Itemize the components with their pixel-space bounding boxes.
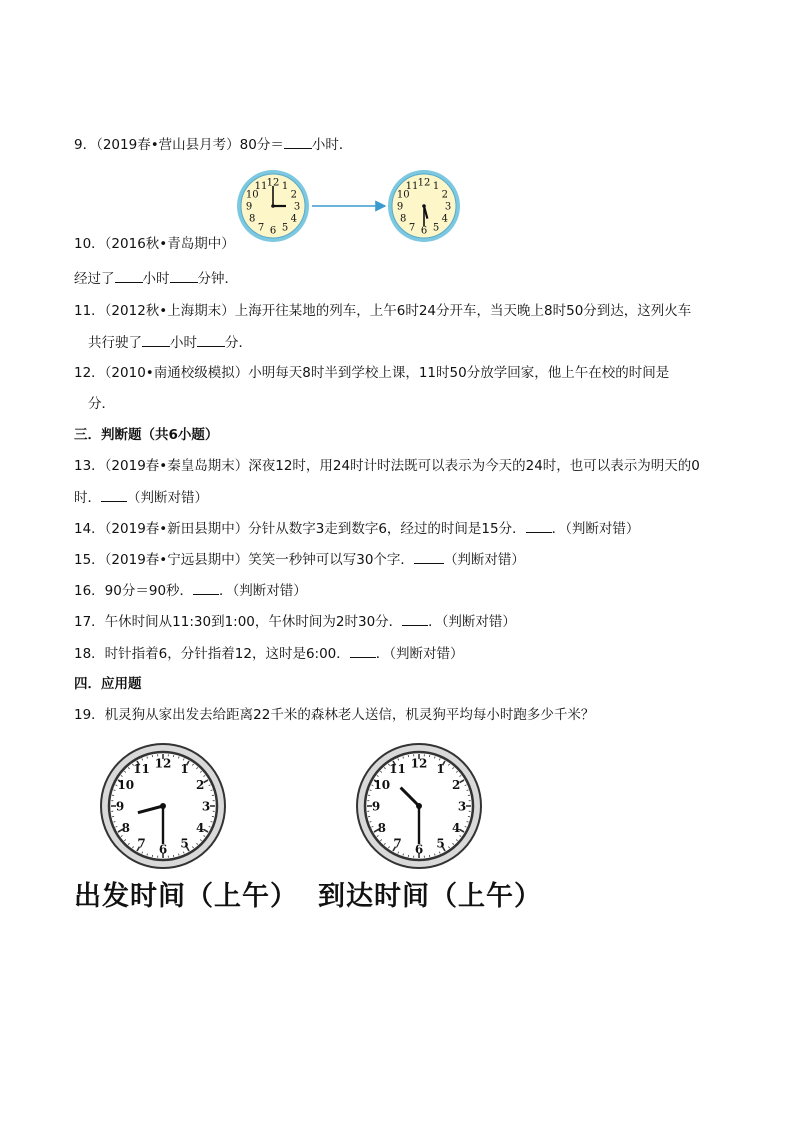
section-4-heading: 四．应用题 xyxy=(74,676,142,692)
clock-number-4: 4 xyxy=(290,213,297,225)
q17-blank[interactable] xyxy=(402,611,428,626)
q10-blank-minutes[interactable] xyxy=(170,268,198,283)
clock-number-11: 11 xyxy=(254,180,268,192)
clock-number-6: 6 xyxy=(158,842,168,857)
q14-suffix: ．（判断对错） xyxy=(551,521,640,537)
q16-line xyxy=(74,580,307,601)
caption-arrival: 到达时间（上午） xyxy=(318,881,542,912)
q17-line xyxy=(74,611,516,632)
q10-blank-hours[interactable] xyxy=(115,268,143,283)
clock-number-7: 7 xyxy=(393,836,402,851)
q19-clock-arrival xyxy=(357,744,481,868)
q10-unit-minutes: 分钟． xyxy=(197,271,238,287)
clock-number-10: 10 xyxy=(373,777,391,792)
clock-center xyxy=(416,803,422,809)
q12-line2: 分． xyxy=(88,396,115,412)
clock-number-4: 4 xyxy=(196,820,205,835)
clock-center xyxy=(271,204,275,208)
clock-number-10: 10 xyxy=(117,777,135,792)
clock-center xyxy=(160,803,166,809)
q15-text: 15．（2019春•宁远县期中）笑笑一秒钟可以写30个字． xyxy=(74,552,414,568)
q15-blank[interactable] xyxy=(414,549,444,564)
clock-number-7: 7 xyxy=(137,836,146,851)
clock-number-10: 10 xyxy=(396,189,410,201)
clock-number-1: 1 xyxy=(432,180,440,192)
q11-unit-minutes: 分． xyxy=(225,335,252,351)
clock-number-1: 1 xyxy=(436,762,445,777)
q15-suffix: （判断对错） xyxy=(443,552,525,568)
clock-number-4: 4 xyxy=(452,820,461,835)
q10-unit-hours: 小时 xyxy=(142,271,170,287)
clock-number-8: 8 xyxy=(400,213,407,225)
q13-suffix: （判断对错） xyxy=(127,490,208,506)
clock-number-9: 9 xyxy=(396,201,404,213)
clock-number-3: 3 xyxy=(457,799,467,814)
q10-line xyxy=(74,268,238,289)
clock-number-9: 9 xyxy=(371,799,381,814)
clock-number-6: 6 xyxy=(420,225,428,237)
q18-suffix: ．（判断对错） xyxy=(375,646,464,662)
clock-number-7: 7 xyxy=(408,222,416,234)
q19-clock-departure xyxy=(101,744,225,868)
clock-center xyxy=(422,204,426,208)
clock-number-12: 12 xyxy=(410,756,428,771)
clock-number-12: 12 xyxy=(154,756,172,771)
clock-number-2: 2 xyxy=(452,777,461,792)
clock-number-11: 11 xyxy=(133,762,150,777)
q18-text: 18．时针指着6，分针指着12，这时是6:00． xyxy=(74,646,350,662)
clock-number-9: 9 xyxy=(115,799,125,814)
clock-number-8: 8 xyxy=(377,820,386,835)
clock-number-5: 5 xyxy=(436,836,445,851)
q12-line1: 12．（2010•南通校级模拟）小明每天8时半到学校上课，11时50分放学回家，他上午在校的时间是 xyxy=(74,365,670,381)
q11-unit-hours: 小时 xyxy=(170,335,197,351)
clock-number-5: 5 xyxy=(180,836,189,851)
clock-number-6: 6 xyxy=(414,842,424,857)
q13-blank[interactable] xyxy=(101,487,127,502)
q10-clock-start xyxy=(237,170,309,242)
clock-number-6: 6 xyxy=(269,225,277,237)
clock-number-3: 3 xyxy=(201,799,211,814)
q18-line xyxy=(74,643,464,664)
caption-departure: 出发时间（上午） xyxy=(74,881,298,912)
q9-unit: 小时． xyxy=(311,137,353,153)
clock-number-5: 5 xyxy=(432,222,440,234)
clock-number-11: 11 xyxy=(405,180,419,192)
q19-line: 19．机灵狗从家出发去给距离22千米的森林老人送信，机灵狗平均每小时跑多少千米？ xyxy=(74,707,595,723)
section-3-heading: 三．判断题（共6小题） xyxy=(74,427,219,443)
q9-text: 9．（2019春•营山县月考）80分＝ xyxy=(74,137,284,153)
clock-number-2: 2 xyxy=(290,189,297,201)
q14-blank[interactable] xyxy=(526,518,552,533)
q16-blank[interactable] xyxy=(193,580,219,595)
clock-number-2: 2 xyxy=(196,777,205,792)
q11-line2 xyxy=(88,332,252,353)
q16-text: 16．90分＝90秒． xyxy=(74,583,194,599)
clock-number-1: 1 xyxy=(281,180,289,192)
clock-number-8: 8 xyxy=(121,820,130,835)
q11-line1: 11．（2012秋•上海期末）上海开往某地的列车，上午6时24分开车，当天晚上8时50分到达，这列火车 xyxy=(74,303,692,319)
clock-number-2: 2 xyxy=(441,189,448,201)
q13-text: 时． xyxy=(74,490,101,506)
clock-number-8: 8 xyxy=(249,213,256,225)
q11-text: 共行驶了 xyxy=(88,335,142,351)
clock-number-11: 11 xyxy=(389,762,406,777)
q11-blank-minutes[interactable] xyxy=(197,332,225,347)
q18-blank[interactable] xyxy=(350,643,376,658)
clock-number-5: 5 xyxy=(281,222,289,234)
q14-line xyxy=(74,518,639,539)
q11-blank-hours[interactable] xyxy=(142,332,170,347)
clock-number-3: 3 xyxy=(444,201,452,213)
clock-number-7: 7 xyxy=(257,222,265,234)
q10-source: 10．（2016秋•青岛期中） xyxy=(74,236,235,252)
clock-number-4: 4 xyxy=(441,213,448,225)
q10-clock-end xyxy=(388,170,460,242)
q15-line xyxy=(74,549,525,570)
q17-text: 17．午休时间从11:30到1:00，午休时间为2时30分． xyxy=(74,614,403,630)
clock-number-3: 3 xyxy=(293,201,301,213)
q16-suffix: ．（判断对错） xyxy=(219,583,307,599)
clock-number-1: 1 xyxy=(180,762,189,777)
clock-number-12: 12 xyxy=(266,177,280,189)
clock-number-9: 9 xyxy=(245,201,253,213)
q10-text: 经过了 xyxy=(74,271,115,287)
clock-number-12: 12 xyxy=(417,177,431,189)
clock-number-10: 10 xyxy=(245,189,259,201)
q13-line1: 13．（2019春•秦皇岛期末）深夜12时，用24时计时法既可以表示为今天的24时，也可以表示为明天的0 xyxy=(74,458,700,474)
q17-suffix: ．（判断对错） xyxy=(428,614,516,630)
q13-line2 xyxy=(74,487,208,508)
q14-text: 14．（2019春•新田县期中）分针从数字3走到数字6，经过的时间是15分． xyxy=(74,521,526,537)
